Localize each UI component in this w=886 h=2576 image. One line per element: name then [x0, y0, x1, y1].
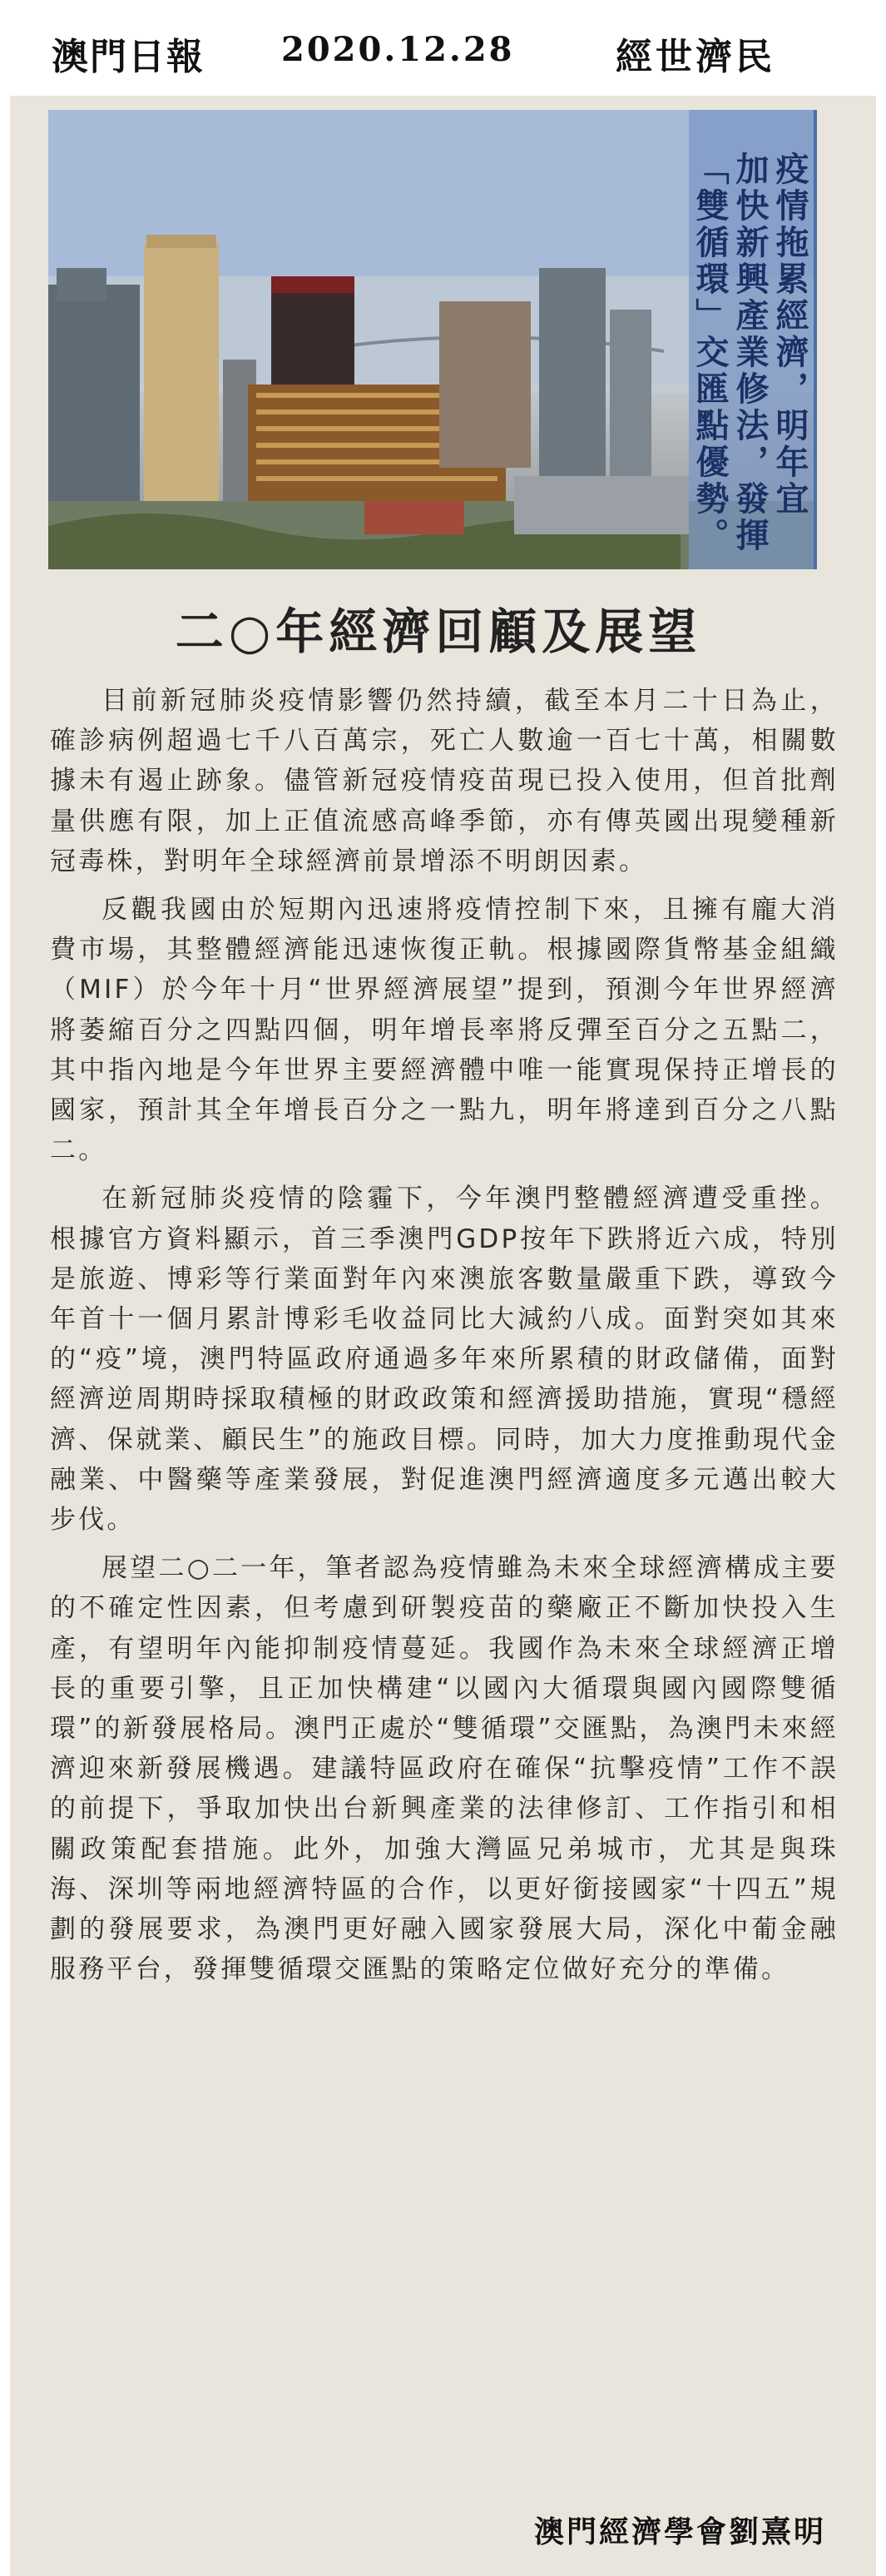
publication-name: 澳門日報 [52, 36, 205, 78]
headline-box [689, 110, 814, 569]
byline: 澳門經濟學會劉熹明 [533, 2515, 826, 2549]
headline-line-2: 加快新興產業修法，發揮 [730, 151, 769, 554]
article-title: 二○年經濟回顧及展望 [175, 603, 702, 660]
paragraph: 目前新冠肺炎疫情影響仍然持續，截至本月二十日為止，確診病例超過七千八百萬宗，死亡人數逾一百七十萬，相關數據未有遏止跡象。儘管新冠疫情疫苗現已投入使用，但首批劑量供應有限，加上正值流感高峰季節，亦有傳英國出現變種新冠毒株，對明年全球經濟前景增添不明朗因素。 [50, 686, 839, 876]
paragraph: 反觀我國由於短期內迅速將疫情控制下來，且擁有龐大消費市場，其整體經濟能迅速恢復正軌。根據國際貨幣基金組織（MIF）於今年十月“世界經濟展望”提到，預測今年世界經濟將萎縮百分之四點四個，明年增長率將反彈至百分之五點二，其中指內地是今年世界主要經濟體中唯一能實現保持正增長的國家，預計其全年增長百分之一點九，明年將達到百分之八點二。 [50, 895, 839, 1166]
paragraph: 在新冠肺炎疫情的陰霾下，今年澳門整體經濟遭受重挫。根據官方資料顯示，首三季澳門GDP按年下跌將近六成，特別是旅遊、博彩等行業面對年內來澳旅客數量嚴重下跌，導致今年首十一個月累計博彩毛收益同比大減約八成。面對突如其來的“疫”境，澳門特區政府通過多年來所累積的財政儲備，面對經濟逆周期時採取積極的財政政策和經濟援助措施，實現“穩經濟、保就業、顧民生”的施政目標。同時，加大力度推動現代金融業、中醫藥等產業發展，對促進澳門經濟適度多元邁出較大步伐。 [50, 1184, 839, 1536]
masthead [10, 0, 876, 96]
headline-line-1: 疫情拖累經濟，明年宜 [770, 151, 809, 518]
paragraph: 展望二○二一年，筆者認為疫情雖為未來全球經濟構成主要的不確定性因素，但考慮到研製疫苗的藥廠正不斷加快投入生產，有望明年內能抑制疫情蔓延。我國作為未來全球經濟正增長的重要引擎，且正加快構建“以國內大循環與國內國際雙循環”的新發展格局。澳門正處於“雙循環”交匯點，為澳門未來經濟迎來新發展機遇。建議特區政府在確保“抗擊疫情”工作不誤的前提下，爭取加快出台新興產業的法律修訂、工作指引和相關政策配套措施。此外，加強大灣區兄弟城市，尤其是與珠海、深圳等兩地經濟特區的合作，以更好銜接國家“十四五”規劃的發展要求，為澳門更好融入國家發展大局，深化中葡金融服務平台，發揮雙循環交匯點的策略定位做好充分的準備。 [50, 1553, 839, 1985]
column-name: 經世濟民 [616, 36, 775, 78]
headline-line-3: 「雙循環」交匯點優勢。 [690, 151, 729, 554]
macau-skyline-photo [48, 110, 817, 569]
article-body [50, 681, 839, 1998]
newspaper-clipping [10, 0, 876, 2576]
publication-date: 2020.12.28 [281, 30, 515, 69]
